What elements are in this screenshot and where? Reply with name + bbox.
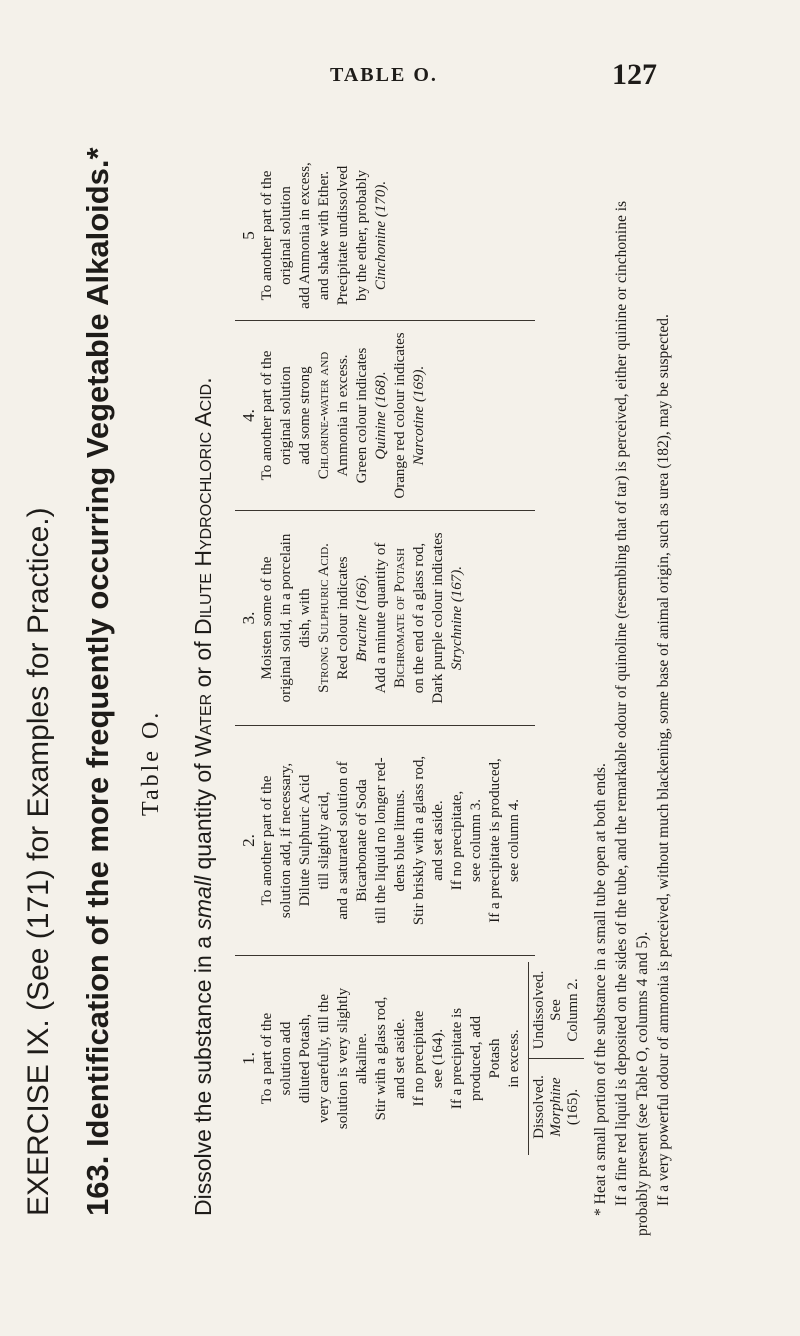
column-line: Green colour indicates (354, 347, 370, 484)
undissolved-cell (529, 962, 584, 1058)
column-line: Chlorine-water and (316, 351, 332, 480)
column-number: 2. (239, 834, 258, 847)
column-line: Potash (487, 1038, 503, 1079)
column-line: Dilute Sulphuric Acid (297, 774, 313, 907)
column-1 (235, 956, 581, 1161)
column-line: Brucine (166). (354, 574, 370, 662)
cell-line: Column 2. (565, 978, 581, 1042)
column-line: solution add (278, 1021, 294, 1096)
dissolve-small: small (190, 875, 216, 930)
column-number: 1. (239, 1052, 258, 1065)
column-line: Bicarbonate of Soda (354, 779, 370, 902)
column-line: To another part of the (259, 350, 275, 481)
section-title: 163. Identification of the more frequently occurring Vegetable Alkaloids.* (80, 147, 115, 1216)
column-line: If a precipitate is produced, (487, 758, 503, 923)
dissolve-prefix: Dissolve the substance in a (190, 929, 216, 1216)
column-line: Ammonia in excess. (335, 354, 351, 477)
column-line: solution is very slightly (335, 987, 351, 1130)
cell-line: Dissolved. (531, 1075, 547, 1139)
column-line: To another part of the (259, 775, 275, 906)
table-label: Table O. (138, 709, 164, 816)
column-line: add Ammonia in excess, (297, 162, 313, 309)
column-line: Moisten some of the (259, 556, 275, 680)
column-line: till slightly acid, (316, 791, 332, 890)
column-line: Orange red colour indicates (392, 332, 408, 499)
column-line: by the ether, probably (354, 169, 370, 302)
footnote: * Heat a small portion of the substance in a small tube open at both ends. (592, 763, 609, 1216)
column-line: produced, add (468, 1016, 484, 1101)
procedure-table (235, 151, 581, 1161)
column-line: and shake with Ether. (316, 170, 332, 301)
page-number: 127 (612, 58, 657, 91)
footnote: If a fine red liquid is deposited on the sides of the tube, and the remarkable odour of quinoline (resembling that of tar) is perceived, either quinine or cinchonine is probably present (see Table O, columns 4 and 5). (613, 200, 651, 1236)
dissolve-acid: Dilute Hydrochloric Acid. (190, 377, 216, 635)
cell-line: See (548, 999, 564, 1021)
column-line: and set aside. (430, 800, 446, 881)
column-number: 3. (239, 611, 258, 625)
column-line: see column 3. (468, 799, 484, 882)
dissolve-mid: quantity of (190, 757, 216, 876)
column-line: Red colour indicates (335, 556, 351, 680)
column-line: Narcotine (169). (411, 365, 427, 466)
column-4 (235, 321, 535, 511)
footnote: If a very powerful odour of ammonia is perceived, without much blackening, some base of animal origin, such as urea (182), may be suspected. (655, 314, 672, 1206)
column-line: If no precipitate (411, 1010, 427, 1107)
cell-line: (165). (565, 1088, 581, 1126)
dissolve-or: or of (190, 635, 216, 694)
column-line: If no precipitate, (449, 790, 465, 891)
column-line: Stir briskly with a glass rod, (411, 755, 427, 926)
column-line: original solution (278, 186, 294, 285)
column-line: dens blue litmus. (392, 789, 408, 892)
column-5 (235, 151, 535, 321)
column-line: Precipitate undissolved (335, 165, 351, 306)
column-line: To another part of the (259, 170, 275, 301)
column-line: Cinchonine (170). (373, 180, 389, 291)
column-line: and set aside. (392, 1018, 408, 1099)
column-2 (235, 726, 535, 956)
column-line: Dark purple colour indicates (430, 532, 446, 704)
column-number: 5 (239, 231, 258, 240)
column-line: alkaline. (354, 1032, 370, 1085)
column-line: original solid, in a porcelain (278, 533, 294, 703)
footnotes (590, 176, 674, 1236)
exercise-title: EXERCISE IX. (See (171) for Examples for Practice.) (22, 507, 55, 1216)
column-line: on the end of a glass rod, (411, 542, 427, 694)
column-line: If a precipitate is (449, 1007, 465, 1110)
column-3 (235, 511, 535, 726)
column-line: see (164). (430, 1028, 446, 1089)
rotated-page-body (0, 136, 800, 1336)
dissolved-cell (529, 1058, 584, 1155)
column-line: till the liquid no longer red- (373, 757, 389, 924)
column-line: Quinine (168). (373, 371, 389, 460)
column-line: To a part of the (259, 1012, 275, 1105)
running-header: TABLE O. (330, 64, 438, 86)
cell-line: Undissolved. (531, 970, 547, 1050)
column-line: original solution (278, 366, 294, 465)
column-line: see column 4. (506, 799, 522, 882)
column-line: very carefully, till the (316, 994, 332, 1123)
column-line: Stir with a glass rod, (373, 996, 389, 1121)
column-line: add some strong (297, 366, 313, 465)
column-line: solution add, if necessary, (278, 762, 294, 919)
column-line: and a saturated solution of (335, 761, 351, 920)
column-1-split (528, 962, 584, 1155)
column-line: diluted Potash, (297, 1013, 313, 1104)
dissolve-instruction (190, 377, 217, 1216)
column-line: Strong Sulphuric Acid. (316, 543, 332, 693)
column-line: Add a minute quantity of (373, 542, 389, 694)
dissolve-water: Water (190, 693, 216, 758)
column-line: dish, with (297, 588, 313, 648)
cell-line: Morphine (548, 1077, 564, 1137)
column-line: Bichromate of Potash (392, 548, 408, 688)
column-number: 4. (239, 409, 258, 422)
column-line: in excess. (506, 1029, 522, 1088)
column-line: Strychnine (167). (449, 565, 465, 671)
